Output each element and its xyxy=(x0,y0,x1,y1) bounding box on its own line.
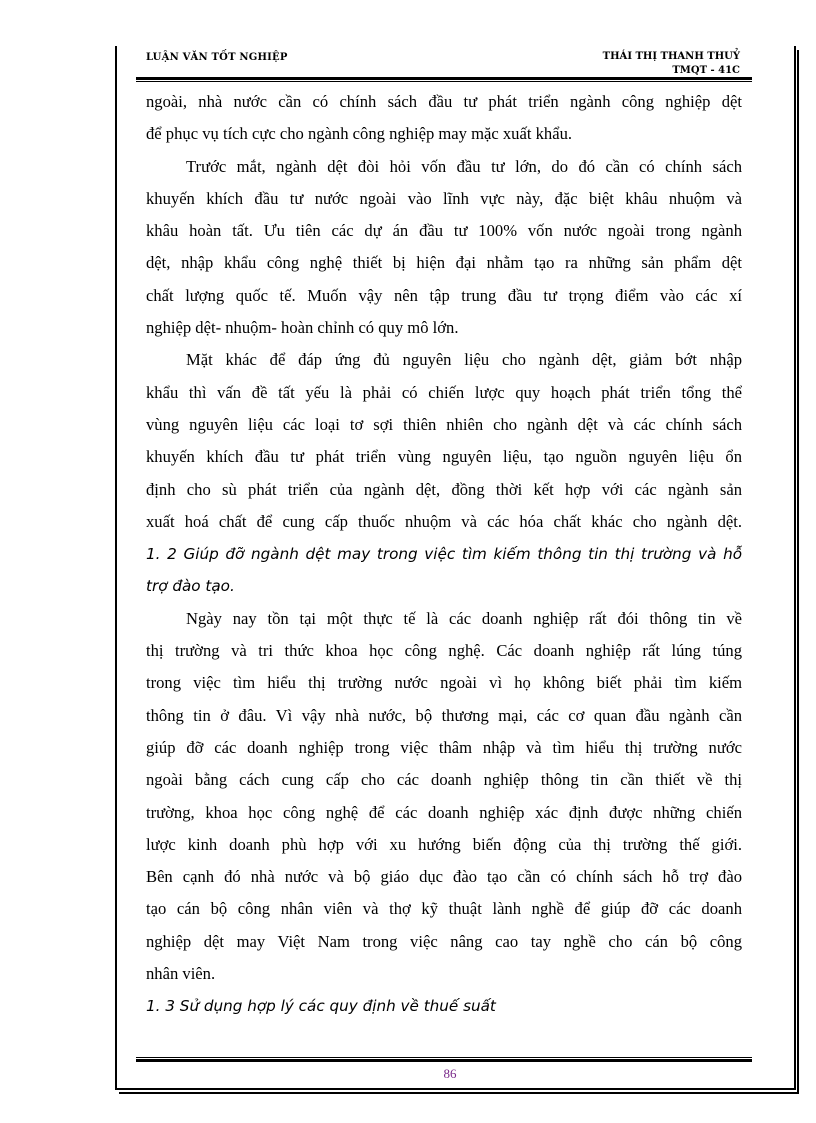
text-line: nhân viên. xyxy=(146,964,216,984)
heading-line: 1. 2 Giúp đỡ ngành dệt may trong việc tìm kiếm thông tin thị trường và hỗ xyxy=(146,545,742,564)
paragraph xyxy=(146,86,742,151)
text-line: Bên cạnh đó nhà nước và bộ giáo dục đào tạo cần có chính sách hỗ trợ đào xyxy=(146,867,742,887)
text-line: ngoài bằng cách cung cấp cho các doanh nghiệp thông tin cần thiết về thị xyxy=(146,770,742,790)
page-border-right-shadow xyxy=(797,50,799,1092)
footer-rule-thin xyxy=(136,1057,752,1058)
text-line: thông tin ở đâu. Vì vậy nhà nước, bộ thương mại, các cơ quan đầu ngành cần xyxy=(146,705,742,725)
page-border-bottom xyxy=(115,1088,796,1090)
page-border-bottom-shadow xyxy=(119,1092,799,1094)
text-line: dệt, nhập khẩu công nghệ thiết bị hiện đại nhằm tạo ra những sản phẩm dệt xyxy=(146,253,742,273)
page-number: 86 xyxy=(443,1066,457,1081)
text-line: chất lượng quốc tế. Muốn vậy nên tập trung đầu tư trọng điểm vào các xí xyxy=(146,285,742,305)
header-thesis-label: LUẬN VĂN TỐT NGHIỆP xyxy=(146,52,288,63)
page-border-right xyxy=(794,46,796,1089)
page-border-left xyxy=(115,46,117,1090)
text-line: xuất hoá chất để cung cấp thuốc nhuộm và các hóa chất khác cho ngành dệt. xyxy=(146,511,742,531)
text-line: khuyến khích đầu tư nước ngoài vào lĩnh vực này, đặc biệt khâu nhuộm và xyxy=(146,188,742,208)
text-line: ngoài, nhà nước cần có chính sách đầu tư phát triển ngành công nghiệp dệt xyxy=(146,92,742,111)
paragraph xyxy=(146,151,742,345)
text-line: Trước mắt, ngành dệt đòi hỏi vốn đầu tư lớn, do đó cần có chính sách xyxy=(186,156,742,176)
body-text xyxy=(146,86,742,1023)
header-author-name: THÁI THỊ THANH THUỶ xyxy=(602,51,740,62)
paragraph xyxy=(146,603,742,991)
text-line: khâu hoàn tất. Ưu tiên các dự án đầu tư 100% vốn nước ngoài trong ngành xyxy=(146,221,742,241)
text-line: giúp đỡ các doanh nghiệp trong việc thâm nhập và tìm hiểu thị trường nước xyxy=(146,737,742,757)
header-rule-thin xyxy=(136,81,752,82)
text-line: thị trường và tri thức khoa học công nghệ. Các doanh nghiệp rất lúng túng xyxy=(146,641,742,661)
section-heading-1-3: 1. 3 Sử dụng hợp lý các quy định về thuế suất xyxy=(146,997,496,1016)
text-line: vùng nguyên liệu các loại tơ sợi thiên nhiên cho ngành dệt và các chính sách xyxy=(146,414,742,434)
text-line: trường, khoa học công nghệ để các doanh nghiệp xác định được những chiến xyxy=(146,802,742,822)
text-line: Mặt khác để đáp ứng đủ nguyên liệu cho ngành dệt, giảm bớt nhập xyxy=(186,350,742,370)
text-line: lược kinh doanh phù hợp với xu hướng biến động của thị trường thế giới. xyxy=(146,834,742,854)
text-line: để phục vụ tích cực cho ngành công nghiệp may mặc xuất khẩu. xyxy=(146,124,573,144)
text-line: khẩu thì vấn đề tất yếu là phải có chiến lược quy hoạch phát triển tổng thể xyxy=(146,382,742,402)
text-line: định cho sù phát triển của ngành dệt, đồng thời kết hợp với các ngành sản xyxy=(146,479,742,499)
section-heading-1-2 xyxy=(146,538,742,603)
text-line: Ngày nay tồn tại một thực tế là các doanh nghiệp rất đói thông tin về xyxy=(186,608,742,628)
text-line: nghiệp dệt- nhuộm- hoàn chỉnh có quy mô lớn. xyxy=(146,318,459,338)
text-line: khuyến khích đầu tư phát triển vùng nguyên liệu, tạo nguồn nguyên liệu ổn xyxy=(146,447,742,467)
footer-rule-thick xyxy=(136,1059,752,1062)
paragraph xyxy=(146,344,742,538)
text-line: trong việc tìm hiểu thị trường nước ngoài vì họ không biết phải tìm kiếm xyxy=(146,673,742,693)
text-line: tạo cán bộ công nhân viên và thợ kỹ thuật lành nghề để giúp đỡ các doanh xyxy=(146,899,742,919)
header-class-code: TMQT - 41C xyxy=(672,65,740,76)
text-line: nghiệp dệt may Việt Nam trong việc nâng cao tay nghề cho cán bộ công xyxy=(146,931,742,951)
heading-line: trợ đào tạo. xyxy=(146,577,235,596)
header-author-block xyxy=(603,50,740,78)
header-rule-thick xyxy=(136,77,752,80)
